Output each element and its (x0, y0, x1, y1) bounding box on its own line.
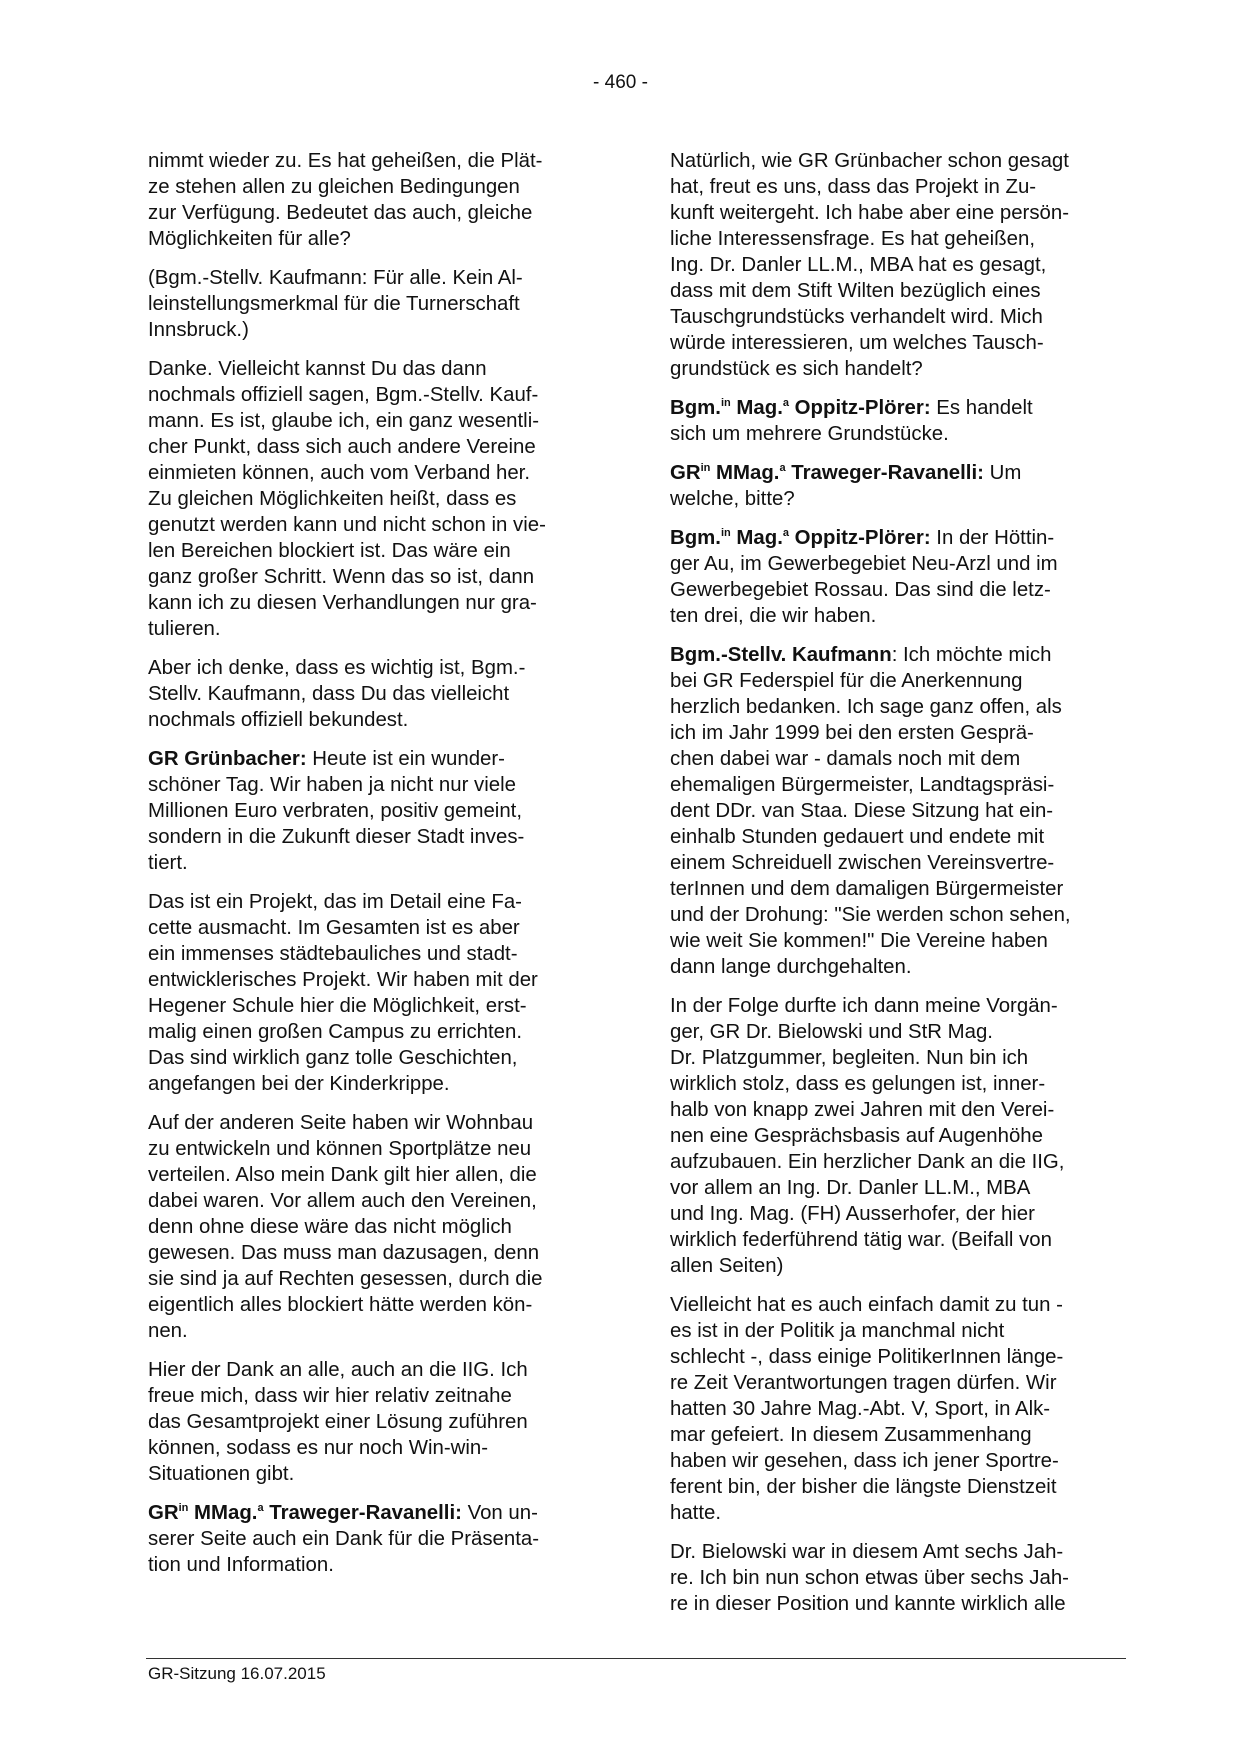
speech-gruenbacher: GR Grünbacher: Heute ist ein wunder- schöner Tag. Wir haben ja nicht nur viele Millionen Euro verbraten, positiv gemeint, sondern in die Zukunft dieser Stadt inves- tiert. (148, 748, 525, 874)
paragraph: Vielleicht hat es auch einfach damit zu tun - es ist in der Politik ja manchmal nicht schlecht -, dass einige PolitikerInnen länge- re Zeit Verantwortungen tragen dürfen. Wir hatten 30 Jahre Mag.-Abt. V, Sport, in Alk- mar gefeiert. In diesem Zusammenhang haben wir gesehen, dass ich jener Sportre- ferent bin, der bisher die längste Dienstzeit hatte. (670, 1294, 1064, 1524)
paragraph: Dr. Bielowski war in diesem Amt sechs Jah- re. Ich bin nun schon etwas über sechs Jah- re in dieser Position und kannte wirklich alle (670, 1541, 1069, 1615)
speech-traweger-ravanelli: $GR^{in}$ MMag.$^a$ Traweger-Ravanelli: Um welche, bitte? (670, 462, 1022, 510)
speaker-name: GR Grünbacher: (148, 748, 307, 770)
paragraph: Auf der anderen Seite haben wir Wohnbau zu entwickeln und können Sportplätze neu verteilen. Also mein Dank gilt hier allen, die dabei waren. Vor allem auch den Vereinen, denn ohne diese wäre das nicht möglich gewesen. Das muss man dazusagen, denn sie sind ja auf Rechten gesessen, durch die eigentlich alles blockiert hätte werden kön- nen. (148, 1112, 543, 1342)
footer-divider (146, 1658, 1126, 1659)
paragraph: Hier der Dank an alle, auch an die IIG. Ich freue mich, dass wir hier relativ zeitnahe das Gesamtprojekt einer Lösung zuführen können, sodass es nur noch Win-win- Situationen gibt. (148, 1359, 528, 1485)
interjection: (Bgm.-Stellv. Kaufmann: Für alle. Kein Al- leinstellungsmerkmal für die Turnerschaft Innsbruck.) (148, 267, 523, 341)
speech-kaufmann: Bgm.-Stellv. Kaufmann: Ich möchte mich bei GR Federspiel für die Anerkennung herzlich bedanken. Ich sage ganz offen, als ich im Jahr 1999 bei den ersten Gesprä- chen dabei war - damals noch mit dem ehemaligen Bürgermeister, Landtagspräsi- dent DDr. van Staa. Diese Sitzung hat ein- einhalb Stunden gedauert und endete mit einem Schreiduell zwischen Vereinsvertre- terInnen und dem damaligen Bürgermeister und der Drohung: "Sie werden schon sehen, wie weit Sie kommen!" Die Vereine haben dann lange durchgehalten. (670, 644, 1071, 978)
speaker-name: Bgm.$^{in}$ Mag.$^a$ Oppitz-Plörer: (670, 527, 931, 549)
footer-session-date: GR-Sitzung 16.07.2015 (148, 1664, 326, 1683)
speaker-name: $GR^{in}$ MMag.$^a$ Traweger-Ravanelli: (148, 1502, 462, 1524)
speaker-name: Bgm.$^{in}$ Mag.$^a$ Oppitz-Plörer: (670, 397, 931, 419)
paragraph: Aber ich denke, dass es wichtig ist, Bgm.- Stellv. Kaufmann, dass Du das vielleicht nochmals offiziell bekundest. (148, 657, 526, 731)
speech-oppitz-ploerer: Bgm.$^{in}$ Mag.$^a$ Oppitz-Plörer: In der Höttin- ger Au, im Gewerbegebiet Neu-Arzl und im Gewerbegebiet Rossau. Das sind die letz- ten drei, die wir haben. (670, 527, 1058, 627)
speech-oppitz-ploerer: Bgm.$^{in}$ Mag.$^a$ Oppitz-Plörer: Es handelt sich um mehrere Grundstücke. (670, 397, 1033, 445)
paragraph: Natürlich, wie GR Grünbacher schon gesagt hat, freut es uns, dass das Projekt in Zu- kunft weitergeht. Ich habe aber eine persön- liche Interessensfrage. Es hat geheißen, Ing. Dr. Danler LL.M., MBA hat es gesagt, dass mit dem Stift Wilten bezüglich eines Tauschgrundstücks verhandelt wird. Mich würde interessieren, um welches Tausch- grundstück es sich handelt? (670, 150, 1070, 380)
speaker-name: $GR^{in}$ MMag.$^a$ Traweger-Ravanelli: (670, 462, 984, 484)
speaker-name: Bgm.-Stellv. Kaufmann (670, 644, 892, 666)
speech-traweger-ravanelli: $GR^{in}$ MMag.$^a$ Traweger-Ravanelli: Von un- serer Seite auch ein Dank für die Präsenta- tion und Information. (148, 1502, 540, 1576)
paragraph: Danke. Vielleicht kannst Du das dann nochmals offiziell sagen, Bgm.-Stellv. Kauf- mann. Es ist, glaube ich, ein ganz wesentli- cher Punkt, dass sich auch andere Vereine einmieten können, auch vom Verband her. Zu gleichen Möglichkeiten heißt, dass es genutzt werden kann und nicht schon in vie- len Bereichen blockiert ist. Das wäre ein ganz großer Schritt. Wenn das so ist, dann kann ich zu diesen Verhandlungen nur gra- tulieren. (148, 358, 546, 640)
right-column (670, 148, 1115, 1630)
paragraph: In der Folge durfte ich dann meine Vorgän- ger, GR Dr. Bielowski und StR Mag. Dr. Platzgummer, begleiten. Nun bin ich wirklich stolz, dass es gelungen ist, inner- halb von knapp zwei Jahren mit den Verei- nen eine Gesprächsbasis auf Augenhöhe aufzubauen. Ein herzlicher Dank an die IIG, vor allem an Ing. Dr. Danler LL.M., MBA und Ing. Mag. (FH) Ausserhofer, der hier wirklich federführend tätig war. (Beifall von allen Seiten) (670, 995, 1065, 1277)
page-number: - 460 - (593, 72, 648, 93)
paragraph: Das ist ein Projekt, das im Detail eine Fa- cette ausmacht. Im Gesamten ist es aber ein immenses städtebauliches und stadt- entwicklerisches Projekt. Wir haben mit der Hegener Schule hier die Möglichkeit, erst- malig einen großen Campus zu errichten. Das sind wirklich ganz tolle Geschichten, angefangen bei der Kinderkrippe. (148, 891, 538, 1095)
left-column (148, 148, 593, 1591)
paragraph: nimmt wieder zu. Es hat geheißen, die Plät- ze stehen allen zu gleichen Bedingungen zur Verfügung. Bedeutet das auch, gleiche Möglichkeiten für alle? (148, 150, 543, 250)
